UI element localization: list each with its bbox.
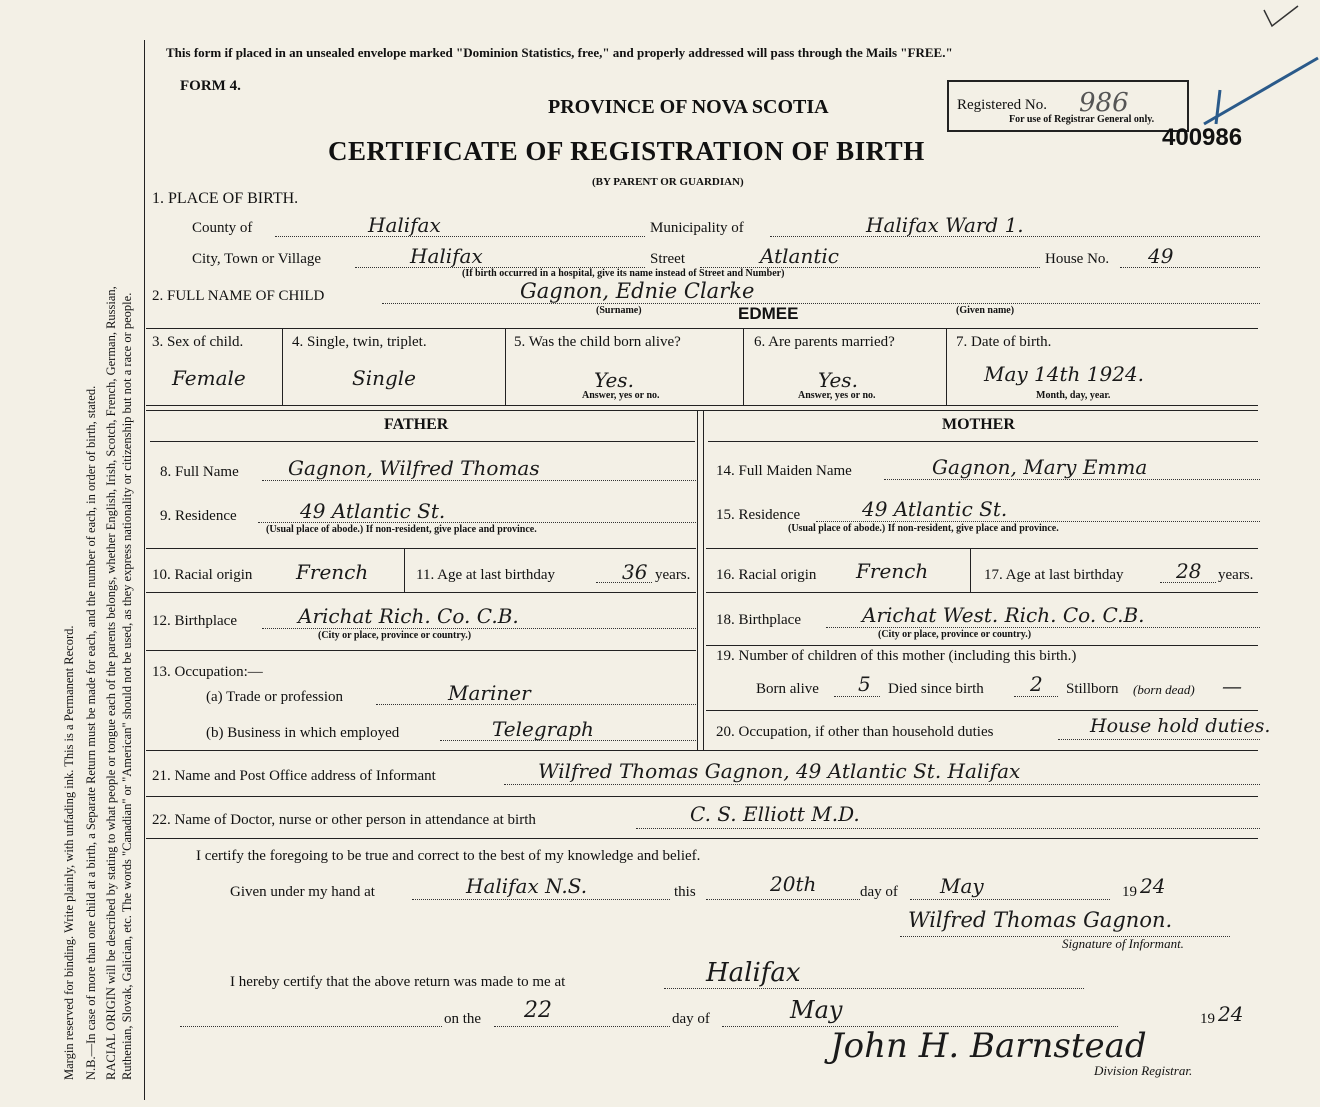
stillborn-note: (born dead) <box>1133 682 1195 697</box>
father-birthplace-caption: (City or place, province or country.) <box>318 630 472 641</box>
father-racial-top-rule <box>146 548 696 549</box>
father-heading: FATHER <box>384 416 449 433</box>
father-residence-caption: (Usual place of abode.) If non-resident, give place and province. <box>266 524 537 535</box>
father-trade-value: Mariner <box>448 681 531 705</box>
certification-place-line <box>412 899 670 900</box>
mother-birthplace-label: 18. Birthplace <box>716 612 801 628</box>
informant-signature: Wilfred Thomas Gagnon. <box>908 908 1173 932</box>
details-bottom-rule <box>146 405 1258 406</box>
died-count: 2 <box>1030 672 1043 696</box>
certification-top-rule <box>146 838 1258 839</box>
province-heading: PROVINCE OF NOVA SCOTIA <box>548 96 829 118</box>
mother-name-label: 14. Full Maiden Name <box>716 463 852 479</box>
details-divider-1 <box>282 328 283 405</box>
father-business-value: Telegraph <box>492 717 594 741</box>
father-name-line <box>262 480 696 481</box>
registrar-day: 22 <box>524 998 552 1023</box>
registered-note: For use of Registrar General only. <box>1009 114 1155 125</box>
mother-age-unit: years. <box>1218 567 1254 583</box>
place-of-birth-heading: 1. PLACE OF BIRTH. <box>152 190 299 207</box>
street-label: Street <box>650 251 685 267</box>
attendant-value: C. S. Elliott M.D. <box>690 802 860 826</box>
certification-day-line <box>706 899 860 900</box>
father-occupation-label: 13. Occupation:— <box>152 664 263 680</box>
certification-this-label: this <box>674 884 696 900</box>
parents-center-divider-b <box>703 410 704 750</box>
father-trade-label: (a) Trade or profession <box>206 689 344 705</box>
mother-residence-value: 49 Atlantic St. <box>862 497 1008 521</box>
form-number: FORM 4. <box>180 78 241 94</box>
born-alive-question-label: 5. Was the child born alive? <box>514 334 681 350</box>
father-name-label: 8. Full Name <box>160 464 239 480</box>
father-heading-rule <box>150 441 695 442</box>
father-residence-value: 49 Atlantic St. <box>300 499 446 523</box>
margin-note-racial-origin-2: Ruthenian, Slovak, Galician, etc. The words "Canadian" or "American" should not be used, as they express nationality or citizenship but not a race or people. <box>120 292 134 1080</box>
stillborn-count: — <box>1222 674 1242 698</box>
certification-month: May <box>940 874 984 898</box>
municipality-value: Halifax Ward 1. <box>866 213 1024 237</box>
father-racial-value: French <box>296 560 369 584</box>
father-occupation-top-rule <box>146 650 696 651</box>
born-alive-caption: Answer, yes or no. <box>582 390 660 401</box>
plurality-value: Single <box>352 366 417 390</box>
hospital-note: (If birth occurred in a hospital, give its name instead of Street and Number) <box>462 268 785 279</box>
father-business-label: (b) Business in which employed <box>206 725 400 741</box>
father-racial-bottom-rule <box>146 592 696 593</box>
mother-name-line <box>884 479 1260 480</box>
certification-month-line <box>910 899 1110 900</box>
mother-racial-bottom-rule <box>706 592 1258 593</box>
child-name-value: Gagnon, Ednie Clarke <box>520 279 755 303</box>
mother-name-value: Gagnon, Mary Emma <box>932 455 1148 479</box>
parents-center-divider-a <box>697 410 698 750</box>
certification-year-prefix: 19 <box>1122 884 1137 900</box>
details-divider-2 <box>505 328 506 405</box>
blue-pen-mark <box>1200 40 1320 130</box>
mother-birthplace-caption: (City or place, province or country.) <box>878 629 1032 640</box>
mother-racial-top-rule <box>706 548 1258 549</box>
details-divider-4 <box>946 328 947 405</box>
form-left-border <box>144 40 145 1100</box>
house-label: House No. <box>1045 251 1110 267</box>
father-age-label: 11. Age at last birthday <box>416 567 555 583</box>
registrar-day-of-label: day of <box>672 1011 710 1027</box>
registered-number: 986 <box>1079 88 1129 118</box>
informant-label: 21. Name and Post Office address of Informant <box>152 768 436 784</box>
house-value: 49 <box>1148 244 1174 268</box>
county-line <box>275 236 645 237</box>
surname-caption: (Surname) <box>596 305 642 316</box>
born-alive-count: 5 <box>858 672 871 696</box>
mother-birthplace-line <box>826 627 1260 628</box>
details-top-rule <box>146 328 1258 329</box>
city-value: Halifax <box>410 244 483 268</box>
informant-line <box>504 784 1260 785</box>
date-of-birth-caption: Month, day, year. <box>1036 390 1111 401</box>
mother-children-top-rule <box>706 645 1258 646</box>
father-birthplace-value: Arichat Rich. Co. C.B. <box>298 604 519 628</box>
parents-married-caption: Answer, yes or no. <box>798 390 876 401</box>
born-alive-count-line <box>834 696 880 697</box>
registrar-year-prefix: 19 <box>1200 1011 1215 1027</box>
registrar-year: 24 <box>1218 1002 1244 1026</box>
certificate-subtitle: (BY PARENT OR GUARDIAN) <box>592 176 744 188</box>
registrar-place-line <box>664 988 1084 989</box>
municipality-label: Municipality of <box>650 220 744 236</box>
details-divider-3 <box>743 328 744 405</box>
attendant-top-rule <box>146 796 1258 797</box>
registered-box <box>947 80 1189 132</box>
date-of-birth-label: 7. Date of birth. <box>956 334 1052 350</box>
father-age-value: 36 <box>622 560 648 584</box>
margin-note-racial-origin-1: RACIAL ORIGIN will be described by stating to what people or tongue each of the parents belongs, whether English, Irish, Scotch, French, German, Russian, <box>104 286 118 1080</box>
registrar-signature-caption: Division Registrar. <box>1094 1063 1193 1078</box>
mother-birthplace-value: Arichat West. Rich. Co. C.B. <box>862 603 1145 627</box>
certification-statement: I certify the foregoing to be true and correct to the best of my knowledge and belief. <box>196 848 701 864</box>
parents-married-label: 6. Are parents married? <box>754 334 895 350</box>
informant-signature-caption: Signature of Informant. <box>1062 936 1184 951</box>
father-racial-label: 10. Racial origin <box>152 567 253 583</box>
child-name-line <box>382 303 1260 304</box>
born-alive-count-label: Born alive <box>756 681 819 697</box>
mother-heading: MOTHER <box>942 416 1015 433</box>
father-racial-divider <box>404 548 405 592</box>
registered-label: Registered No. <box>957 97 1047 113</box>
attendant-line <box>636 828 1260 829</box>
mother-age-value: 28 <box>1176 559 1202 583</box>
mother-residence-line <box>816 521 1260 522</box>
attendant-label: 22. Name of Doctor, nurse or other person in attendance at birth <box>152 812 536 828</box>
registration-stamp: 400986 <box>1162 124 1243 151</box>
plurality-label: 4. Single, twin, triplet. <box>292 334 427 350</box>
child-name-correction: EDMEE <box>738 304 799 323</box>
city-label: City, Town or Village <box>192 251 322 267</box>
registrar-place: Halifax <box>706 958 801 988</box>
given-under-hand-label: Given under my hand at <box>230 884 375 900</box>
mother-children-label: 19. Number of children of this mother (including this birth.) <box>716 648 1077 664</box>
mother-residence-caption: (Usual place of abode.) If non-resident, give place and province. <box>788 523 1059 534</box>
mother-racial-label: 16. Racial origin <box>716 567 817 583</box>
certification-place: Halifax N.S. <box>466 874 588 898</box>
registrar-day-line <box>494 1026 670 1027</box>
father-birthplace-label: 12. Birthplace <box>152 613 237 629</box>
registrar-statement: I hereby certify that the above return was made to me at <box>230 974 566 990</box>
margin-note-multiple-birth: N.B.—In case of more than one child at a birth, a Separate Return must be made for each, and the number of each, in order of birth, stated. <box>84 385 98 1080</box>
mother-racial-divider <box>970 548 971 592</box>
child-name-label: 2. FULL NAME OF CHILD <box>152 288 325 304</box>
parents-top-rule <box>146 410 1258 411</box>
mother-residence-label: 15. Residence <box>716 507 801 523</box>
mother-occupation-line <box>1058 739 1260 740</box>
registrar-on-the-label: on the <box>444 1011 482 1027</box>
mother-occupation-top-rule <box>706 710 1258 711</box>
died-count-label: Died since birth <box>888 681 984 697</box>
mother-racial-value: French <box>856 559 929 583</box>
certificate-title: CERTIFICATE OF REGISTRATION OF BIRTH <box>328 136 925 166</box>
informant-value: Wilfred Thomas Gagnon, 49 Atlantic St. Halifax <box>538 759 1021 783</box>
father-residence-label: 9. Residence <box>160 508 237 524</box>
house-line <box>1120 267 1260 268</box>
sex-value: Female <box>172 366 246 390</box>
informant-top-rule <box>146 750 1258 751</box>
parents-married-answer: Yes. <box>818 368 858 392</box>
sex-label: 3. Sex of child. <box>152 334 244 350</box>
margin-note-binding: Margin reserved for binding. Write plainly, with unfading ink. This is a Permanent Record. <box>62 625 76 1080</box>
street-value: Atlantic <box>760 244 839 268</box>
stillborn-label: Stillborn <box>1066 681 1119 697</box>
registrar-signature: John H. Barnstead <box>830 1026 1147 1066</box>
date-of-birth-value: May 14th 1924. <box>984 362 1145 386</box>
certification-day: 20th <box>770 872 817 896</box>
born-alive-answer: Yes. <box>594 368 634 392</box>
check-mark <box>1262 2 1302 32</box>
county-value: Halifax <box>368 213 441 237</box>
certification-day-of-label: day of <box>860 884 898 900</box>
mother-heading-rule <box>708 441 1258 442</box>
father-birthplace-line <box>262 628 696 629</box>
mother-age-label: 17. Age at last birthday <box>984 567 1124 583</box>
father-name-value: Gagnon, Wilfred Thomas <box>288 456 540 480</box>
certification-year: 24 <box>1140 874 1166 898</box>
top-notice: This form if placed in an unsealed envelope marked "Dominion Statistics, free," and properly addressed will pass through the Mails "FREE." <box>166 45 953 60</box>
county-label: County of <box>192 220 253 236</box>
father-age-unit: years. <box>655 567 691 583</box>
died-count-line <box>1014 696 1058 697</box>
mother-occupation-label: 20. Occupation, if other than household duties <box>716 724 994 740</box>
father-trade-line <box>376 704 696 705</box>
mother-occupation-value: House hold duties. <box>1090 715 1271 737</box>
registrar-month: May <box>790 996 843 1024</box>
registrar-on-the-lead <box>180 1026 442 1027</box>
given-name-caption: (Given name) <box>956 305 1015 316</box>
